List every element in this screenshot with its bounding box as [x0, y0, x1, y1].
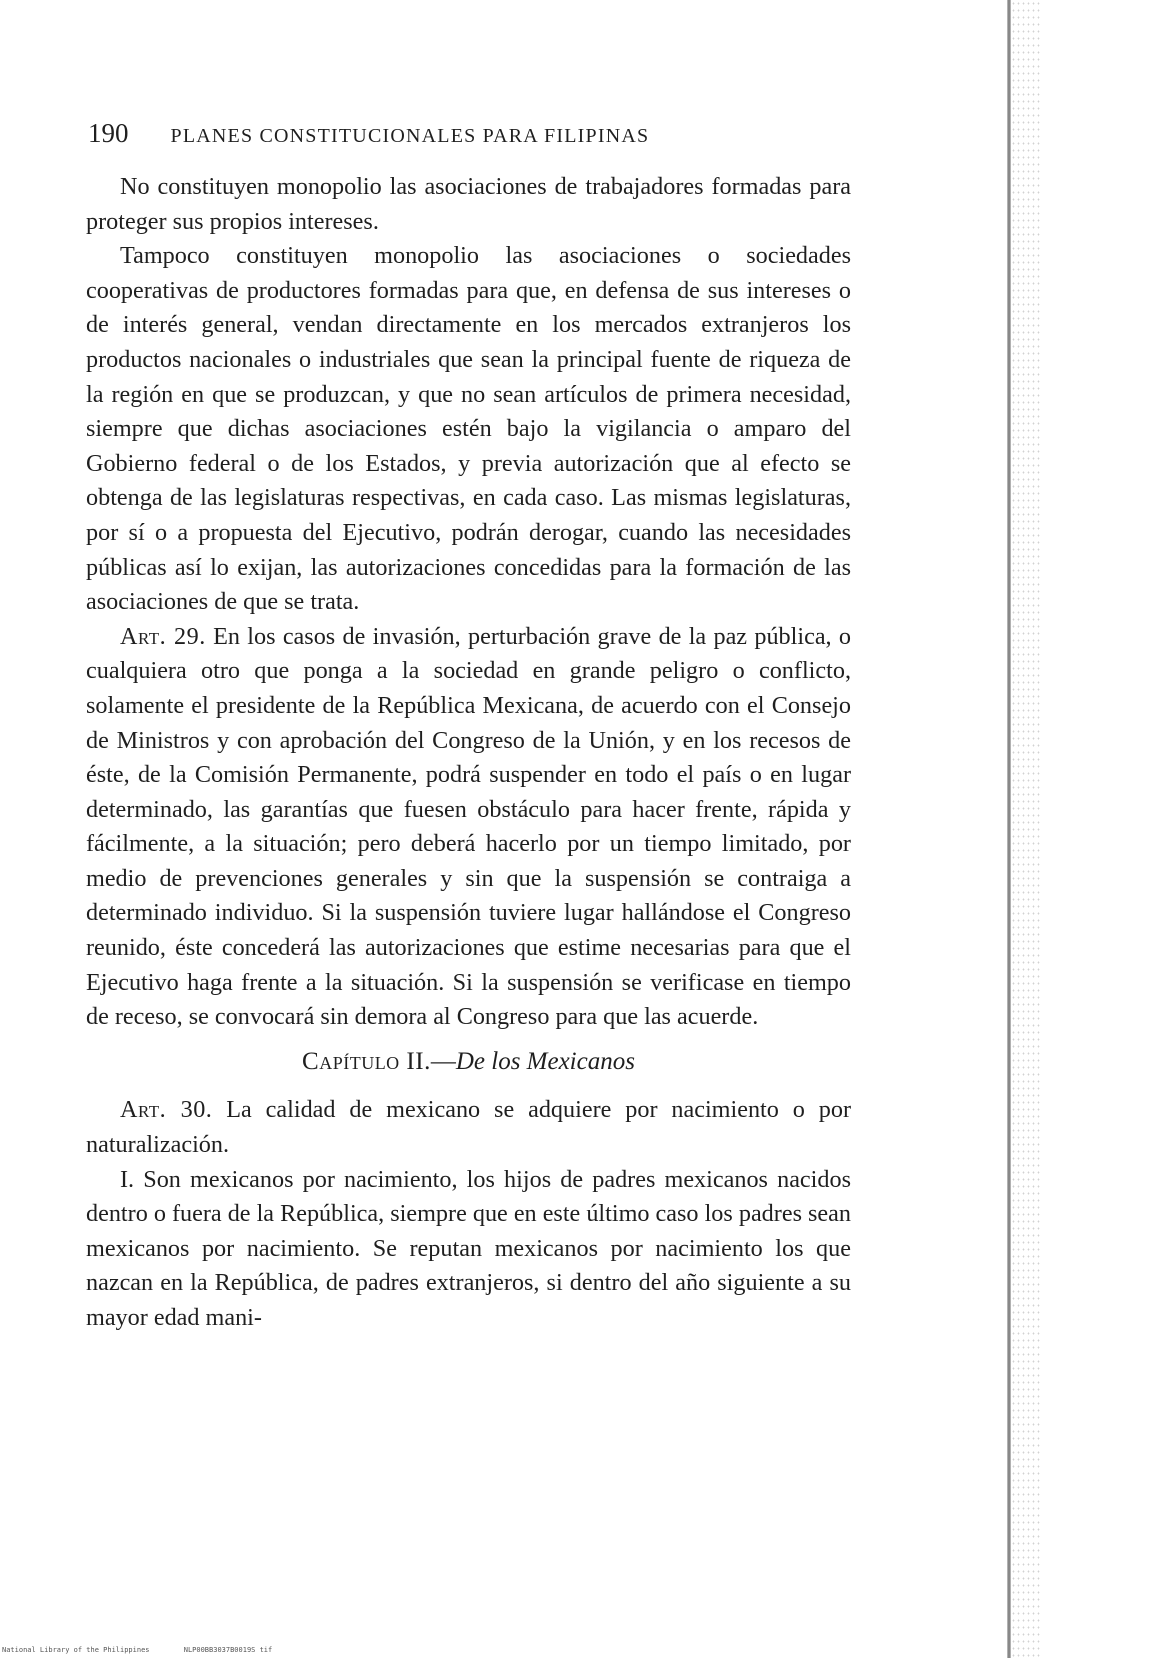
page-header [88, 118, 848, 152]
chapter-dash: — [430, 1047, 456, 1075]
article-29-text: En los casos de invasión, perturbación grave de la paz pública, o cualquiera otro que ponga a la sociedad en grande peligro o conflicto, solamente el presidente de la República Mexicana, de acuerdo con el Consejo de Ministros y con aprobación del Congreso de la Unión, y en los recesos de éste, de la Comisión Permanente, podrá suspender en todo el país o en lugar determinado, las garantías que fuesen obstáculo para hacer frente, rápida y fácilmente, a la situación; pero deberá hacerlo por un tiempo limitado, por medio de prevenciones generales y sin que la suspensión se contraiga a determinado individuo. Si la suspensión tuviere lugar hallándose el Congreso reunido, éste concederá las autorizaciones que estime necesarias para que el Ejecutivo haga frente a la situación. Si la suspensión se verificase en tiempo de receso, se convocará sin demora al Congreso para que las acuerde. [86, 622, 852, 1031]
article-30 [86, 1093, 851, 1162]
footer-scan-id: NLP00BB3037B0019S tif [183, 1646, 273, 1654]
footer-library: National Library of the Philippines [2, 1646, 150, 1654]
body-text [86, 170, 851, 1336]
chapter-heading [86, 1045, 851, 1080]
scan-footer [2, 1646, 272, 1654]
article-30-label: Art. 30. [120, 1096, 213, 1124]
paragraph-cooperatives: Tampoco constituyen monopolio las asociaciones o sociedades cooperativas de productores formadas para que, en defensa de sus intereses o de interés general, vendan directamente en los mercados extranjeros los productos nacionales o industriales que sean la principal fuente de riqueza de la región en que se produzcan, y que no sean artículos de primera necesidad, siempre que dichas asociaciones estén bajo la vigilancia o amparo del Gobierno federal o de los Estados, y previa autorización que al efecto se obtenga de las legislaturas respectivas, en cada caso. Las mismas legislaturas, por sí o a propuesta del Ejecutivo, podrán derogar, cuando las necesidades públicas así lo exijan, las autorizaciones concedidas para la formación de las asociaciones de que se trata. [86, 242, 851, 616]
running-head: PLANES CONSTITUCIONALES PARA FILIPINAS [170, 125, 650, 147]
chapter-title: De los Mexicanos [455, 1047, 635, 1075]
section-1: I. Son mexicanos por nacimiento, los hijos de padres mexicanos nacidos dentro o fuera de la República, siempre que en este último caso los padres sean mexicanos por nacimiento. Se reputan mexicanos por nacimiento los que nazcan en la República, de padres extranjeros, si dentro del año siguiente a su mayor edad mani- [86, 1165, 852, 1331]
article-30-text: La calidad de mexicano se adquiere por nacimiento o por naturalización. [86, 1096, 851, 1159]
paragraph-associations-workers: No constituyen monopolio las asociaciones de trabajadores formadas para proteger sus propios intereses. [86, 173, 851, 235]
chapter-label: Capítulo II. [302, 1047, 431, 1075]
article-29-label: Art. 29. [120, 622, 206, 650]
article-29 [86, 620, 851, 1035]
scan-noise [1011, 0, 1041, 1658]
page-number: 190 [88, 118, 129, 148]
